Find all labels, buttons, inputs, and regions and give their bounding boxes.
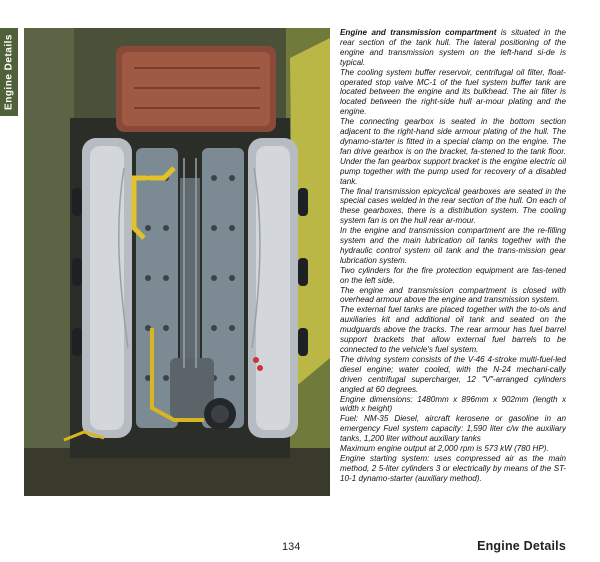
paragraph-text: Engine dimensions: 1480mm x 896mm x 902mm (length x width x height) bbox=[340, 394, 566, 414]
paragraph-text: The final transmission epicyclical gearboxes are seated in the special cases welded in the rear section of the hull. On each of these gearboxes, there is a distribution system. The cooling system fan is on the hull rear ar-mour. bbox=[340, 186, 566, 226]
paragraph bbox=[340, 454, 566, 484]
footer-section-title: Engine Details bbox=[477, 539, 566, 553]
side-section-tab bbox=[0, 28, 18, 116]
paragraph bbox=[340, 28, 566, 68]
side-section-label: Engine Details bbox=[3, 34, 15, 110]
engine-compartment-photo bbox=[24, 28, 330, 496]
paragraph bbox=[340, 444, 566, 454]
paragraph bbox=[340, 187, 566, 227]
paragraph-text: is situated in the rear section of the tank hull. The lateral positioning of the engine and transmission system on the left-hand si-de is typical. bbox=[340, 28, 566, 67]
paragraph bbox=[340, 68, 566, 118]
paragraph-text: Maximum engine output at 2,000 rpm is 573 kW (780 HP). bbox=[340, 444, 549, 454]
paragraph bbox=[340, 266, 566, 286]
paragraph-text: Fuel: NM-35 Diesel, aircraft kerosene or gasoline in an emergency Fuel system capacity: 1,590 liter c/w the auxiliary tanks, 1,200 liter without auxiliary tanks bbox=[340, 414, 566, 444]
paragraph-text: The connecting gearbox is seated in the bottom section adjacent to the right-hand side armour plating of the hull. The dynamo-starter is fitted in a special clamp on the engine. The fan drive gearbox is on the bracket, fa-stened to the tank floor. Under the fan gearbox support bracket is the engine electric oil pump together with the pump used for recovery of a disabled tank. bbox=[340, 117, 566, 186]
paragraph-text: Two cylinders for the fire protection equipment are fas-tened on the left side. bbox=[340, 265, 566, 285]
paragraph-text: The engine and transmission compartment is closed with overhead armour above the engine and transmission system. bbox=[340, 285, 566, 305]
paragraph bbox=[340, 226, 566, 266]
paragraph-text: In the engine and transmission compartment are the re-filling system and the main lubrication oil tanks together with the hydraulic control system oil tank and the trans-mission gear lubrication system. bbox=[340, 226, 566, 265]
paragraph bbox=[340, 355, 566, 395]
paragraph bbox=[340, 395, 566, 415]
paragraph bbox=[340, 117, 566, 186]
paragraph bbox=[340, 414, 566, 444]
paragraph bbox=[340, 286, 566, 306]
page-number: 134 bbox=[282, 541, 301, 553]
paragraph-text: The cooling system buffer reservoir, centrifugal oil filter, float-operated stop valve MC-1 of the fuel system buffer tank are located between the engine and its bulkhead. The air filter is located between the right-side hull ar-mour plating and the engine. bbox=[340, 67, 566, 117]
paragraph-lead: Engine and transmission compartment bbox=[340, 28, 497, 37]
paragraph-text: The driving system consists of the V-46 4-stroke multi-fuel-led diesel engine; water cooled, with the N-24 mechani-cally driven centrifugal supercharger, 12 "V"-arranged cylinders angled at 60 degrees. bbox=[340, 354, 566, 394]
paragraph-text: Engine starting system: uses compressed air as the main method, 2 5-liter cylinders 3 or electrically by means of the ST-10-1 dynamo-starter (auxiliary method). bbox=[340, 453, 566, 483]
article-body bbox=[340, 28, 566, 538]
paragraph bbox=[340, 305, 566, 355]
paragraph-text: The external fuel tanks are placed together with the to-ols and auxiliaries kit and additional oil tank and seated on the mudguards above the tracks. The rear armour has fuel barrel support brackets that allow external fuel barrels to be connected to the vehicle's fuel system. bbox=[340, 305, 566, 354]
